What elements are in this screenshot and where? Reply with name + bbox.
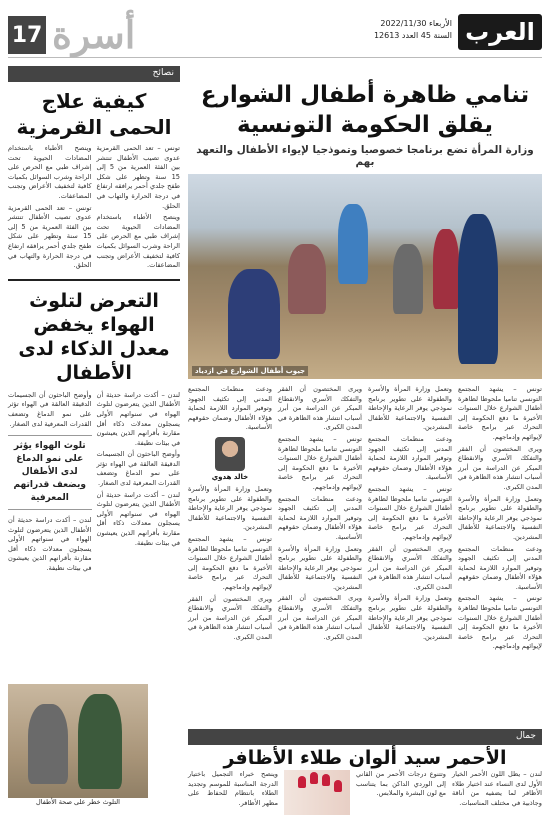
issue-date: الأربعاء 2022/11/30 (380, 19, 452, 28)
main-headline-line1: تنامي ظاهرة أطفال الشوارع (200, 82, 530, 108)
page-number: 17 (8, 16, 46, 54)
main-col2e: وتعمل وزارة المرأة والأسرة والطفولة على تطوير برنامج نموذجي يوفر الرعاية والإحاطة النفسية والاجتماعية للأطفال المشردين. (368, 594, 452, 641)
masthead (8, 8, 542, 58)
child-figure (78, 694, 122, 789)
child-figure (338, 204, 368, 284)
scarlet-fever-col2: وينصح الأطباء باستخدام المضادات الحيوية تحت إشراف طبي مع الحرص على الراحة وشرب السوائل بكميات كافية لتخفيف الأعراض وتجنب المضاعفات. (8, 144, 92, 200)
scarlet-fever-col1: تونس – تعد الحمى القرمزية عدوى تصيب الأطفال تنتشر بين الفئة العمرية من 5 إلى 15 سنة وتظهر على شكل طفح جلدي أحمر يرافقه ارتفاع في درجة الحرارة والتهاب في الحلق. (96, 144, 180, 210)
newspaper-logo: العرب (458, 14, 542, 50)
air-pollution-col1c: لندن – أكدت دراسة حديثة أن الأطفال الذين يتعرضون لتلوث الهواء في سنواتهم الأولى يسجلون معدلات ذكاء أقل مقارنة بأقرانهم الذين يعيشون في بيئات نظيفة. (96, 490, 180, 547)
main-col2d: ويرى المختصون أن الفقر والتفكك الأسري والانقطاع المبكر عن الدراسة من أبرز أسباب انتشار هذه الظاهرة في المدن الكبرى. (368, 544, 452, 591)
main-col1d: ودعت منظمات المجتمع المدني إلى تكثيف الجهود وتوفير الموارد اللازمة لحماية هؤلاء الأطفال وضمان حقوقهم الأساسية. (458, 544, 542, 591)
air-pollution-headline: التعرض لتلوث الهواء يخفض معدل الذكاء لدى الأطفال (8, 279, 180, 391)
main-headline (188, 66, 542, 140)
beauty-tag: جمال (188, 729, 542, 745)
main-col3b: تونس – يشهد المجتمع التونسي تناميا ملحوظا لظاهرة أطفال الشوارع خلال السنوات الأخيرة ما دفع الحكومة إلى التحرك عبر برامج خاصة لإيوائهم وإدماجهم. (278, 434, 362, 491)
scarlet-fever-col1b: وينصح الأطباء باستخدام المضادات الحيوية تحت إشراف طبي مع الحرص على الراحة وشرب السوائل بكميات كافية لتخفيف الأعراض وتجنب المضاعفات. (96, 213, 180, 270)
main-col2: وتعمل وزارة المرأة والأسرة والطفولة على تطوير برنامج نموذجي يوفر الرعاية والإحاطة النفسية والاجتماعية للأطفال المشردين. (368, 385, 452, 432)
main-col3: ويرى المختصون أن الفقر والتفكك الأسري والانقطاع المبكر عن الدراسة من أبرز أسباب انتشار هذه الظاهرة في المدن الكبرى. (278, 385, 362, 432)
nail-shape (322, 774, 330, 786)
scarlet-fever-headline: كيفية علاج الحمى القرمزية (16, 89, 172, 139)
kids-photo-caption: التلوث خطر على صحة الأطفال (8, 798, 148, 806)
author-avatar (215, 437, 245, 471)
child-figure (228, 269, 280, 359)
main-col1e: تونس – يشهد المجتمع التونسي تناميا ملحوظا لظاهرة أطفال الشوارع خلال السنوات الأخيرة ما دفع الحكومة إلى التحرك عبر برامج خاصة لإيوائهم وإدماجهم. (458, 594, 542, 651)
main-col1c: وتعمل وزارة المرأة والأسرة والطفولة على تطوير برنامج نموذجي يوفر الرعاية والإحاطة النفسية والاجتماعية للأطفال المشردين. (458, 494, 542, 541)
air-pollution-pullquote: تلوث الهواء يؤثر على نمو الدماغ لدى الأطفال ويضعف قدراتهم المعرفية (8, 435, 92, 510)
beauty-col1: لندن – يظل اللون الأحمر الخيار الأول لدى النساء عند اختيار طلاء الأظافر لما يضفيه من أناقة وجاذبية في مختلف المناسبات. (452, 770, 542, 807)
main-col4d: ويرى المختصون أن الفقر والتفكك الأسري والانقطاع المبكر عن الدراسة من أبرز أسباب انتشار هذه الظاهرة في المدن الكبرى. (188, 594, 272, 641)
main-col3e: ويرى المختصون أن الفقر والتفكك الأسري والانقطاع المبكر عن الدراسة من أبرز أسباب انتشار هذه الظاهرة في المدن الكبرى. (278, 594, 362, 641)
author-box (188, 437, 272, 481)
main-col4c: تونس – يشهد المجتمع التونسي تناميا ملحوظا لظاهرة أطفال الشوارع خلال السنوات الأخيرة ما دفع الحكومة إلى التحرك عبر برامج خاصة لإيوائهم وإدماجهم. (188, 534, 272, 591)
scarlet-fever-body (8, 144, 180, 271)
child-figure (433, 229, 459, 309)
air-pollution-body (8, 391, 180, 574)
nail-shape (310, 772, 318, 784)
child-figure (28, 704, 68, 784)
nail-shape (298, 776, 306, 788)
air-pollution-col2: وأوضح الباحثون أن الجسيمات الدقيقة العالقة في الهواء تؤثر على نمو الدماغ وتضعف القدرات المعرفية لدى الصغار. (8, 390, 92, 428)
air-pollution-col1b: وأوضح الباحثون أن الجسيمات الدقيقة العالقة في الهواء تؤثر على نمو الدماغ وتضعف القدرات المعرفية لدى الصغار. (96, 450, 180, 488)
beauty-col2: وتتنوع درجات الأحمر من القاني إلى الوردي الداكن بما يتناسب مع لون البشرة والملابس. (356, 770, 446, 798)
author-name: خالد هدوي (211, 472, 249, 481)
main-article (188, 66, 542, 652)
beauty-headline: الأحمر سيد ألوان طلاء الأظافر (223, 747, 507, 769)
child-figure (393, 244, 423, 314)
air-pollution-col1: لندن – أكدت دراسة حديثة أن الأطفال الذين يتعرضون لتلوث الهواء في سنواتهم الأولى يسجلون معدلات ذكاء أقل مقارنة بأقرانهم الذين يعيشون في بيئات نظيفة. (96, 390, 180, 447)
beauty-col3: وينصح خبراء التجميل باختيار الدرجة المناسبة للموسم وتجديد الطلاء بانتظام للحفاظ على مظهر الأظافر. (188, 770, 278, 807)
scarlet-fever-col2b: تونس – تعد الحمى القرمزية عدوى تصيب الأطفال تنتشر بين الفئة العمرية من 5 إلى 15 سنة وتظهر على شكل طفح جلدي أحمر يرافقه ارتفاع في درجة الحرارة والتهاب في الحلق. (8, 203, 92, 270)
main-subhead: وزارة المرأة تضع برنامجا خصوصيا وتموذجيا لإيواء الأطفال والتعهد بهم (196, 144, 534, 168)
main-headline-line2: يقلق الحكومة التونسية (236, 112, 494, 138)
issue-info (374, 18, 452, 42)
main-col3d: وتعمل وزارة المرأة والأسرة والطفولة على تطوير برنامج نموذجي يوفر الرعاية والإحاطة النفسية والاجتماعية للأطفال المشردين. (278, 544, 362, 591)
main-col2b: ودعت منظمات المجتمع المدني إلى تكثيف الجهود وتوفير الموارد اللازمة لحماية هؤلاء الأطفال وضمان حقوقهم الأساسية. (368, 434, 452, 482)
main-article-body (188, 385, 542, 652)
left-column (8, 66, 180, 731)
nail-shape (334, 780, 342, 792)
main-col1: تونس – يشهد المجتمع التونسي تناميا ملحوظا لظاهرة أطفال الشوارع خلال السنوات الأخيرة ما دفع الحكومة إلى التحرك عبر برامج خاصة لإيوائهم وإدماجهم. (458, 385, 542, 441)
main-col4: ودعت منظمات المجتمع المدني إلى تكثيف الجهود وتوفير الموارد اللازمة لحماية هؤلاء الأطفال وضمان حقوقهم الأساسية. (188, 385, 272, 432)
photo-caption: جيوب أطفال الشوارع في ازدياد (192, 366, 308, 376)
tips-tag: نصائح (8, 66, 180, 82)
pollution-kids-photo (8, 684, 148, 806)
main-col3c: ودعت منظمات المجتمع المدني إلى تكثيف الجهود وتوفير الموارد اللازمة لحماية هؤلاء الأطفال وضمان حقوقهم الأساسية. (278, 494, 362, 541)
street-children-photo (188, 174, 542, 379)
issue-number: السنة 45 العدد 12613 (373, 31, 452, 40)
child-figure (288, 244, 326, 314)
beauty-body (188, 770, 542, 815)
main-col2c: تونس – يشهد المجتمع التونسي تناميا ملحوظا لظاهرة أطفال الشوارع خلال السنوات الأخيرة ما دفع الحكومة إلى التحرك عبر برامج خاصة لإيوائهم وإدماجهم. (368, 484, 452, 541)
child-figure (458, 214, 498, 364)
main-col1b: ويرى المختصون أن الفقر والتفكك الأسري والانقطاع المبكر عن الدراسة من أبرز أسباب انتشار هذه الظاهرة في المدن الكبرى. (458, 444, 542, 491)
section-title: أسرة (52, 12, 136, 57)
air-pollution-col2b: لندن – أكدت دراسة حديثة أن الأطفال الذين يتعرضون لتلوث الهواء في سنواتهم الأولى يسجلون معدلات ذكاء أقل مقارنة بأقرانهم الذين يعيشون في بيئات نظيفة. (8, 516, 92, 573)
main-col4b: وتعمل وزارة المرأة والأسرة والطفولة على تطوير برنامج نموذجي يوفر الرعاية والإحاطة النفسية والاجتماعية للأطفال المشردين. (188, 484, 272, 532)
red-nails-photo (284, 770, 350, 815)
